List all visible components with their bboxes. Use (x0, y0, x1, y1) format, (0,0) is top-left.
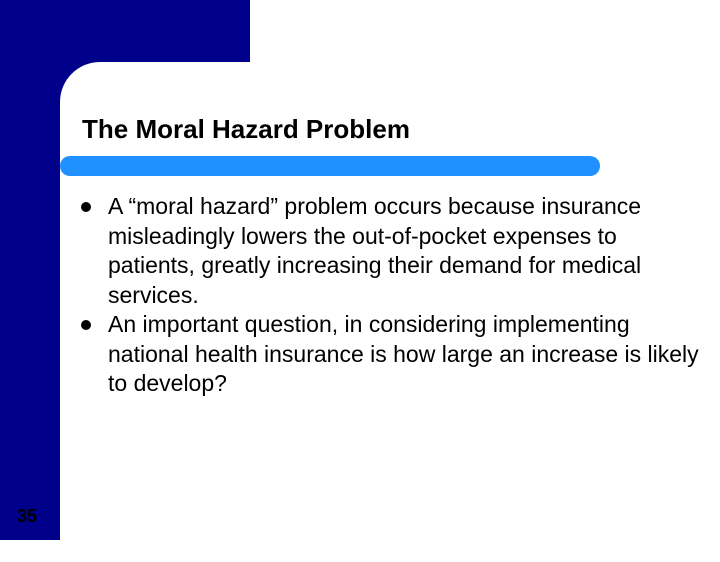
bullet-dot-icon (81, 202, 91, 212)
page-number: 35 (17, 506, 38, 526)
bullet-item (76, 310, 706, 399)
title-underline-bar (60, 156, 600, 176)
bullet-item (76, 192, 706, 310)
bullet-dot-icon (81, 320, 91, 330)
bullet-text: A “moral hazard” problem occurs because insurance misleadingly lowers the out-of-pocket expenses to patients, greatly increasing their demand for medical services. (108, 193, 642, 308)
bullet-list (76, 192, 706, 399)
bullet-text: An important question, in considering implementing national health insurance is how large an increase is likely to develop? (108, 311, 699, 396)
slide-title: The Moral Hazard Problem (82, 114, 410, 144)
